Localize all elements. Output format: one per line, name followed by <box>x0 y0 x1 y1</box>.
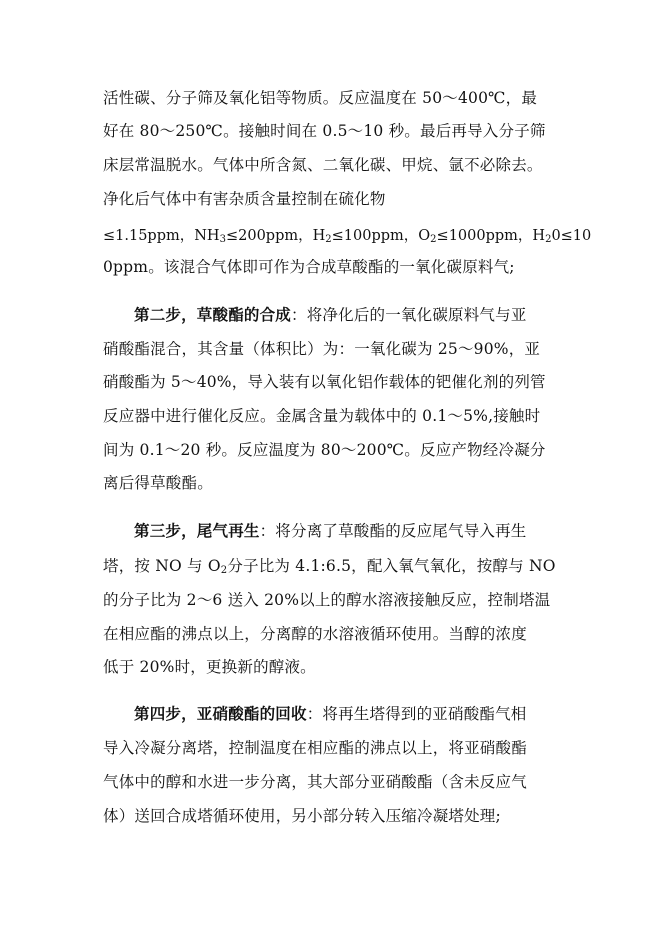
step4-line-1: 第四步，亚硝酸酯的回收：将再生塔得到的亚硝酸酯气相 <box>134 704 527 723</box>
step4-line-4: 体）送回合成塔循环使用，另小部分转入压缩冷凝塔处理; <box>103 807 501 825</box>
step4-line-2: 导入冷凝分离塔，控制温度在相应酯的沸点以上，将亚硝酸酯 <box>103 739 527 757</box>
intro-line-5-impurity-limits: ≤1.15ppm，$NH_3\le 200ppm$，$H_2\le 100ppm$，$O_2\le 1000ppm$，$H_20\le 10$ <box>103 228 592 245</box>
step2-line-6: 离后得草酸酯。 <box>103 474 213 492</box>
step3-line-5: 低于 20%时，更换新的醇液。 <box>103 658 316 676</box>
step2-line-3: 硝酸酯为 5～40%，导入装有以氧化铝作载体的钯催化剂的列管 <box>103 373 546 391</box>
step3-line-4: 在相应酯的沸点以上，分离醇的水溶液循环使用。当醇的浓度 <box>103 625 527 643</box>
step2-line-4: 反应器中进行催化反应。金属含量为载体中的 0.1～5%,接触时 <box>103 407 541 425</box>
step4-line-3: 气体中的醇和水进一步分离，其大部分亚硝酸酯（含未反应气 <box>103 773 527 791</box>
step3-title: 第三步，尾气再生 <box>134 521 260 540</box>
step3-line-2: 塔，按 NO 与 $O_2$分子比为 4.1:6.5，配入氧气氧化，按醇与 NO <box>103 557 556 576</box>
intro-line-3: 床层常温脱水。气体中所含氮、二氧化碳、甲烷、氩不必除去。 <box>103 156 543 174</box>
step3-line-3: 的分子比为 2～6 送入 20%以上的醇水溶液接触反应，控制塔温 <box>103 591 551 609</box>
intro-line-2: 好在 80～250℃。接触时间在 0.5～10 秒。最后再导入分子筛 <box>103 122 546 140</box>
step2-line-5: 间为 0.1～20 秒。反应温度为 80～200℃。反应产物经冷凝分 <box>103 441 546 459</box>
step2-title: 第二步，草酸酯的合成 <box>134 305 292 324</box>
intro-line-1: 活性碳、分子筛及氧化铝等物质。反应温度在 50～400℃，最 <box>103 89 538 107</box>
step2-line-1: 第二步，草酸酯的合成：将净化后的一氧化碳原料气与亚 <box>134 305 527 324</box>
step3-line-1: 第三步，尾气再生：将分离了草酸酯的反应尾气导入再生 <box>134 521 527 540</box>
step2-line-2: 硝酸酯混合，其含量（体积比）为：一氧化碳为 25～90%，亚 <box>103 340 541 358</box>
intro-line-6: 0ppm。该混合气体即可作为合成草酸酯的一氧化碳原料气; <box>103 258 515 276</box>
intro-line-4: 净化后气体中有害杂质含量控制在硫化物 <box>103 190 386 208</box>
step4-title: 第四步，亚硝酸酯的回收 <box>134 704 307 723</box>
